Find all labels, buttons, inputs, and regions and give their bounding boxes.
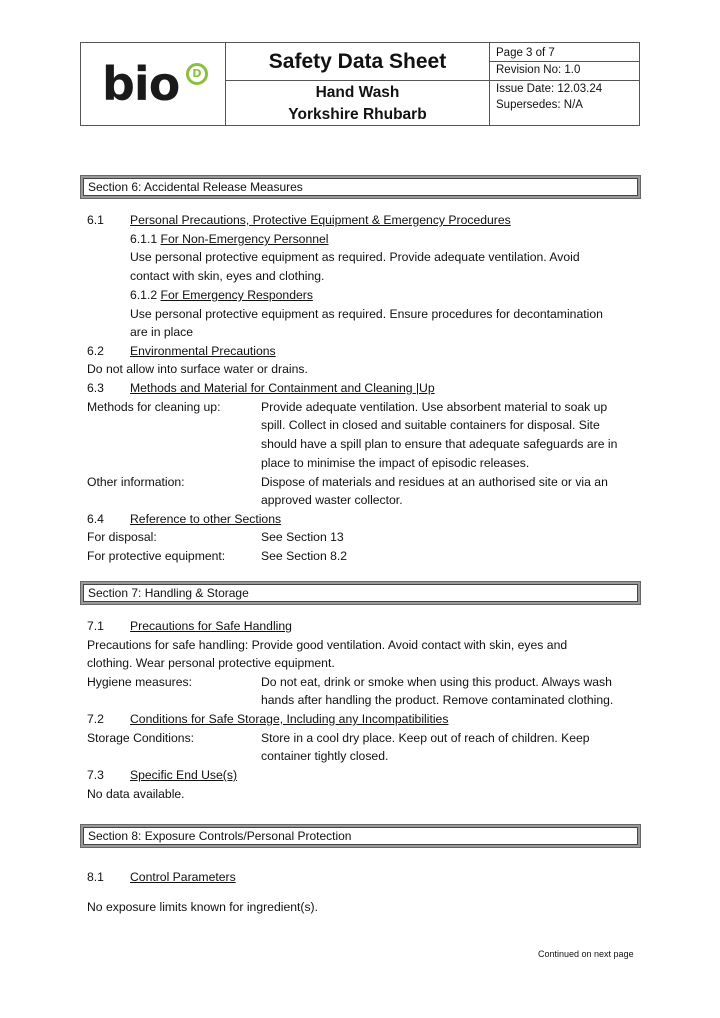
subsection-title: Personal Precautions, Protective Equipment & Emergency Procedures <box>130 213 511 227</box>
paragraph-line: Use personal protective equipment as required. Provide adequate ventilation. Avoid <box>130 250 580 264</box>
field-label: For disposal: <box>87 530 157 544</box>
field-label: Hygiene measures: <box>87 675 192 689</box>
document-title: Safety Data Sheet <box>226 43 489 81</box>
field-label: Other information: <box>87 475 185 489</box>
subsection-title: Specific End Use(s) <box>130 768 238 782</box>
subsection-title: Methods and Material for Containment and Cleaning |Up <box>130 381 435 395</box>
paragraph-line: are in place <box>130 325 194 339</box>
section-6-title: Section 6: Accidental Release Measures <box>83 178 638 196</box>
product-line-1: Hand Wash <box>315 84 400 101</box>
subsection-6-1-2 <box>130 286 313 304</box>
subsection-6-1-1 <box>130 230 329 248</box>
field-value: Store in a cool dry place. Keep out of reach of children. Keep <box>261 731 590 745</box>
revision-number: Revision No: 1.0 <box>496 64 581 76</box>
subsection-title: Control Parameters <box>130 870 236 884</box>
paragraph-line: Use personal protective equipment as required. Ensure procedures for decontamination <box>130 307 603 321</box>
page-number: Page 3 of 7 <box>496 47 555 59</box>
subsection-title: For Non-Emergency Personnel <box>160 232 329 246</box>
subsection-7-3 <box>87 766 238 784</box>
field-label: For protective equipment: <box>87 549 226 563</box>
field-label: Storage Conditions: <box>87 731 195 745</box>
subsection-number: 6.4 <box>87 512 104 526</box>
document-header <box>80 42 640 126</box>
subsection-6-3 <box>87 379 435 397</box>
info-cell <box>490 43 640 125</box>
field-value: place to minimise the impact of episodic releases. <box>261 456 530 470</box>
subsection-number: 6.2 <box>87 344 104 358</box>
product-line-2: Yorkshire Rhubarb <box>288 106 427 123</box>
subsection-6-1 <box>87 211 511 229</box>
section-8-header <box>80 824 641 848</box>
field-value: Dispose of materials and residues at an authorised site or via an <box>261 475 608 489</box>
paragraph-line: contact with skin, eyes and clothing. <box>130 269 325 283</box>
bio-logo: bio <box>102 57 180 111</box>
paragraph-line: Precautions for safe handling: Provide good ventilation. Avoid contact with skin, eyes and <box>87 638 568 652</box>
paragraph-line: No data available. <box>87 787 185 801</box>
section-7-title: Section 7: Handling & Storage <box>83 584 638 602</box>
section-8-title: Section 8: Exposure Controls/Personal Protection <box>83 827 638 845</box>
subsection-7-1 <box>87 617 292 635</box>
subsection-6-2 <box>87 342 276 360</box>
continued-note: Continued on next page <box>538 949 634 959</box>
logo-d-icon: D <box>186 63 208 85</box>
field-value: Do not eat, drink or smoke when using this product. Always wash <box>261 675 612 689</box>
subsection-8-1 <box>87 868 236 886</box>
subsection-title: Conditions for Safe Storage, Including any Incompatibilities <box>130 712 449 726</box>
section-6-header <box>80 175 641 199</box>
subsection-title: Reference to other Sections <box>130 512 282 526</box>
supersedes: Supersedes: N/A <box>496 99 583 111</box>
subsection-number: 7.2 <box>87 712 104 726</box>
field-value: hands after handling the product. Remove contaminated clothing. <box>261 693 614 707</box>
field-value: should have a spill plan to ensure that adequate safeguards are in <box>261 437 618 451</box>
subsection-number: 6.1.2 <box>130 288 158 302</box>
subsection-number: 6.3 <box>87 381 104 395</box>
subsection-7-2 <box>87 710 449 728</box>
subsection-title: Precautions for Safe Handling <box>130 619 292 633</box>
field-value: See Section 8.2 <box>261 549 348 563</box>
subsection-number: 6.1.1 <box>130 232 158 246</box>
field-value: spill. Collect in closed and suitable containers for disposal. Site <box>261 418 600 432</box>
title-cell <box>226 43 490 125</box>
product-name <box>226 81 489 125</box>
field-value: See Section 13 <box>261 530 344 544</box>
subsection-number: 8.1 <box>87 870 104 884</box>
paragraph-line: clothing. Wear personal protective equipment. <box>87 656 335 670</box>
subsection-number: 7.3 <box>87 768 104 782</box>
field-value: container tightly closed. <box>261 749 389 763</box>
field-value: approved waster collector. <box>261 493 403 507</box>
subsection-6-4 <box>87 510 282 528</box>
section-7-header <box>80 581 641 605</box>
logo-cell <box>81 43 226 125</box>
field-value: Provide adequate ventilation. Use absorbent material to soak up <box>261 400 608 414</box>
subsection-number: 6.1 <box>87 213 104 227</box>
paragraph-line: No exposure limits known for ingredient(s). <box>87 900 318 914</box>
paragraph-line: Do not allow into surface water or drains. <box>87 362 308 376</box>
field-label: Methods for cleaning up: <box>87 400 221 414</box>
subsection-title: Environmental Precautions <box>130 344 276 358</box>
subsection-number: 7.1 <box>87 619 104 633</box>
subsection-title: For Emergency Responders <box>160 288 313 302</box>
issue-date: Issue Date: 12.03.24 <box>496 83 603 95</box>
